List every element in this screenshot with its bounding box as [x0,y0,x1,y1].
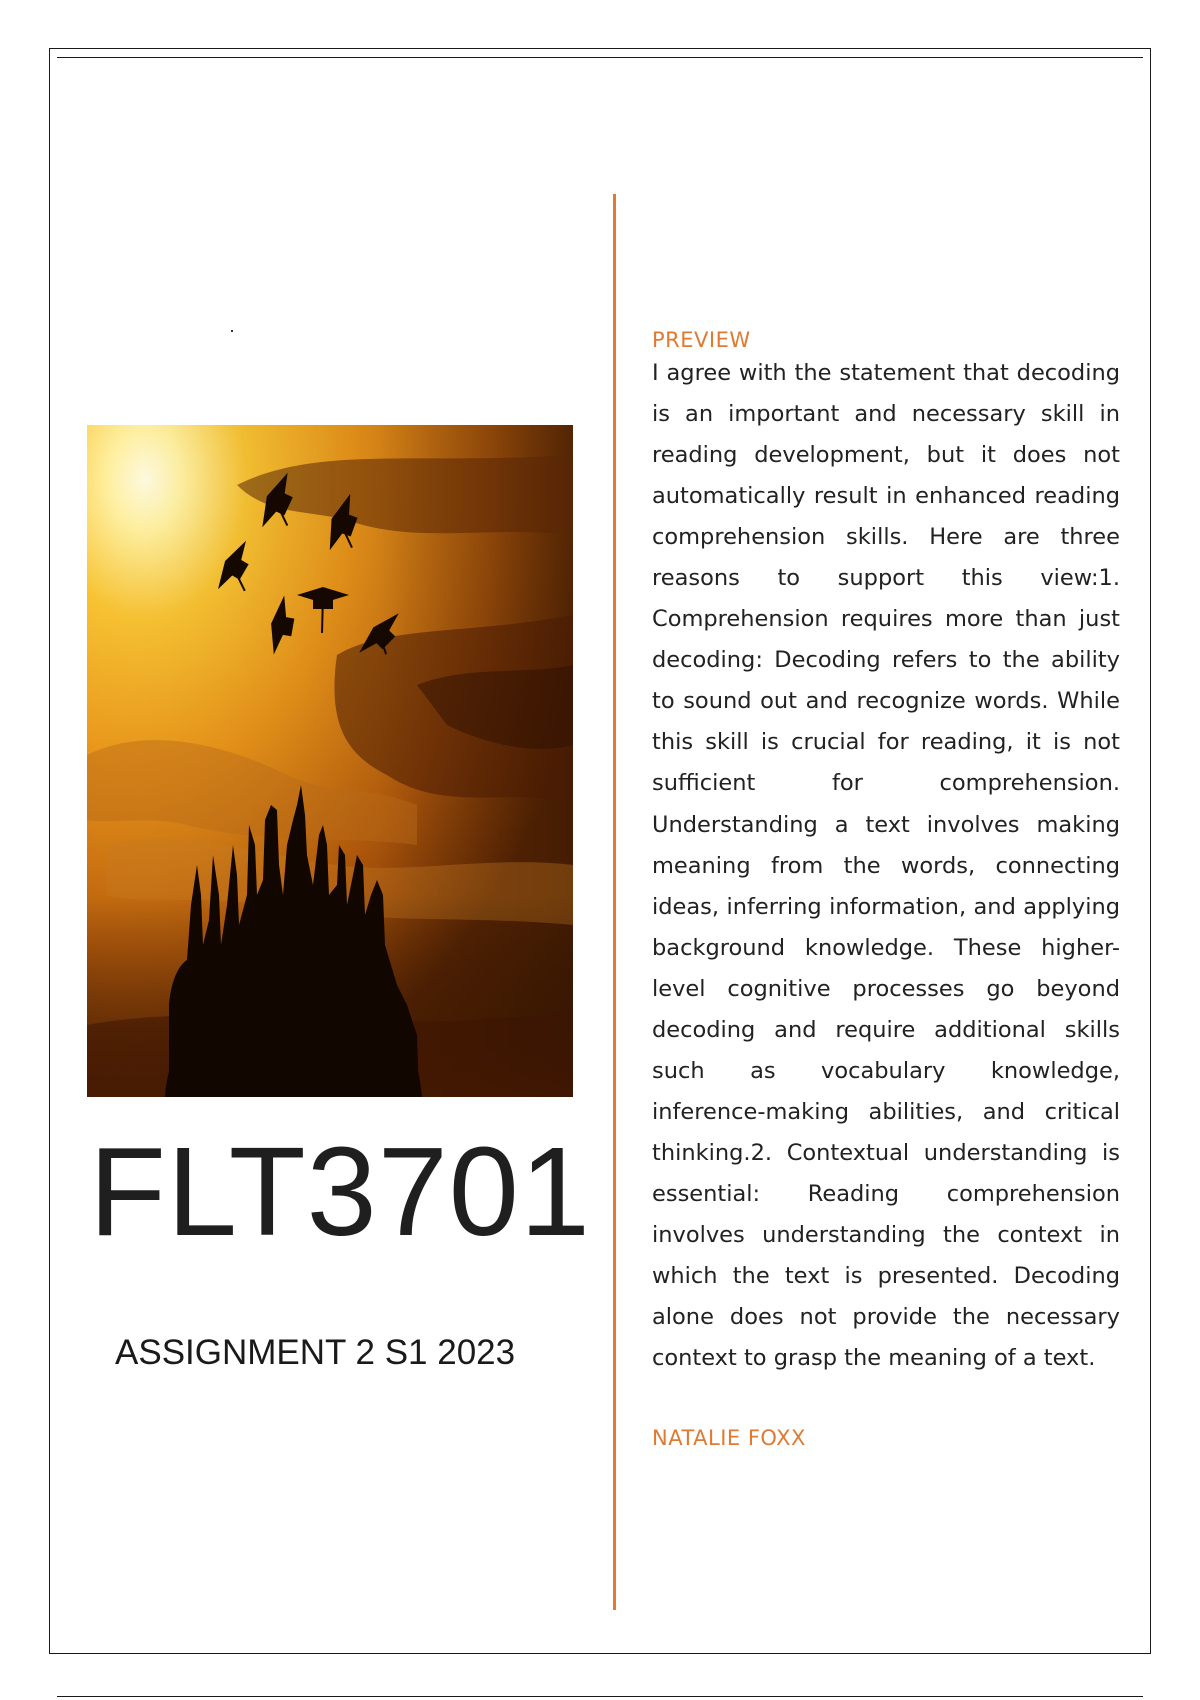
preview-body: I agree with the statement that decoding is an important and necessary skill in reading development, but it does not automatically result in enhanced reading comprehension skills. Here are three reasons to support this view:1. Comprehension requires more than just decoding: Decoding refers to the ability to sound out and recognize words. While this skill is crucial for reading, it is not sufficient for comprehension. Understanding a text involves making meaning from the words, connecting ideas, inferring information, and applying background knowledge. These higher-level cognitive processes go beyond decoding and require additional skills such as vocabulary knowledge, inference-making abilities, and critical thinking.2. Contextual understanding is essential: Reading comprehension involves understanding the context in which the text is presented. Decoding alone does not provide the necessary context to grasp the meaning of a text. [652,360,1120,1372]
course-code: FLT3701 [89,1121,591,1262]
graduation-caps-sunset-image [87,425,573,1097]
author-name: NATALIE FOXX [652,1426,806,1450]
top-rule [57,57,1143,58]
assignment-label: ASSIGNMENT 2 S1 2023 [115,1333,516,1372]
column-divider [613,194,616,1610]
preview-heading: PREVIEW [652,328,751,352]
stray-dot [231,330,233,332]
bottom-rule [57,1696,1143,1697]
